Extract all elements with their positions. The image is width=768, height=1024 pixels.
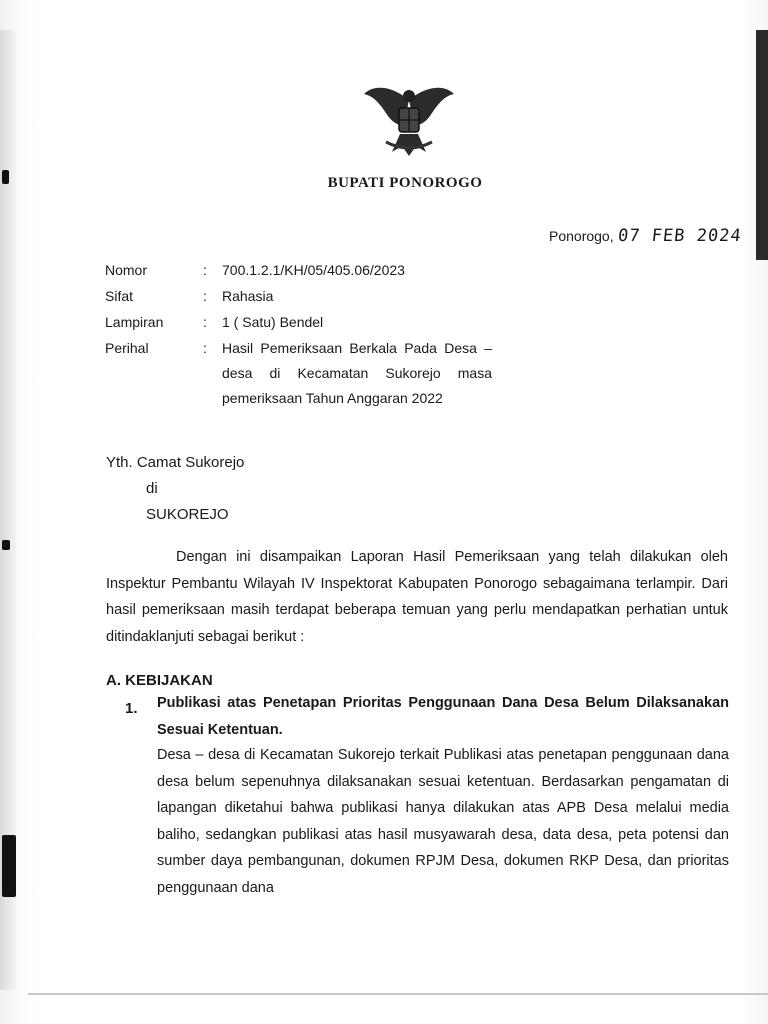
letter-date <box>549 226 741 246</box>
section-heading: A. KEBIJAKAN <box>106 672 213 689</box>
meta-colon: : <box>203 340 207 356</box>
item-number: 1. <box>125 700 138 717</box>
item-body: Desa – desa di Kecamatan Sukorejo terkait Publikasi atas penetapan penggunaan dana desa belum sepenuhnya dilaksanakan sesuai ketentuan. Berdasarkan pengamatan di lapangan diketahui bahwa publikasi hanya dilakukan atas APB Desa melalui media baliho, sedangkan publikasi atas hasil musyawarah desa, data desa, peta potensi dan sumber daya pembangunan, dokumen RPJM Desa, dokumen RKP Desa, dan prioritas penggunaan dana <box>157 747 729 896</box>
meta-label: Nomor <box>105 262 148 278</box>
recipient-line: di <box>146 480 158 497</box>
recipient-line: Yth. Camat Sukorejo <box>106 454 245 471</box>
meta-value: Rahasia <box>222 288 274 304</box>
meta-value: 1 ( Satu) Bendel <box>222 314 324 330</box>
recipient-address <box>106 454 244 532</box>
meta-colon: : <box>203 314 207 330</box>
handwritten-date: 07 FEB 2024 <box>616 226 743 246</box>
meta-value: 700.1.2.1/KH/05/405.06/2023 <box>222 262 405 278</box>
binder-hole-mark <box>2 540 10 550</box>
meta-value: Hasil Pemeriksaan Berkala Pada Desa – desa di Kecamatan Sukorejo masa pemeriksaan Tahun Anggaran 2022 <box>222 340 492 406</box>
intro-paragraph: Dengan ini disampaikan Laporan Hasil Pemeriksaan yang telah dilakukan oleh Inspektur Pembantu Wilayah IV Inspektorat Kabupaten Ponorogo sebagaimana terlampir. Dari hasil pemeriksaan masih terdapat beberapa temuan yang perlu mendapatkan perhatian untuk ditindaklanjuti sebagai berikut : <box>106 549 728 645</box>
page-bottom-edge <box>28 993 768 995</box>
letterhead-title: BUPATI PONOROGO <box>327 175 483 191</box>
date-place: Ponorogo, <box>549 228 614 244</box>
meta-colon: : <box>203 288 207 304</box>
garuda-emblem-icon <box>362 82 456 160</box>
page-right-edge-shadow <box>756 30 768 260</box>
recipient-line: SUKOREJO <box>146 506 229 523</box>
meta-label: Lampiran <box>105 314 164 330</box>
binder-clip-mark <box>2 835 16 897</box>
meta-colon: : <box>203 262 207 278</box>
meta-label: Sifat <box>105 288 134 304</box>
item-title: Publikasi atas Penetapan Prioritas Penggunaan Dana Desa Belum Dilaksanakan Sesuai Ketentuan. <box>157 695 729 738</box>
meta-label: Perihal <box>105 340 149 356</box>
